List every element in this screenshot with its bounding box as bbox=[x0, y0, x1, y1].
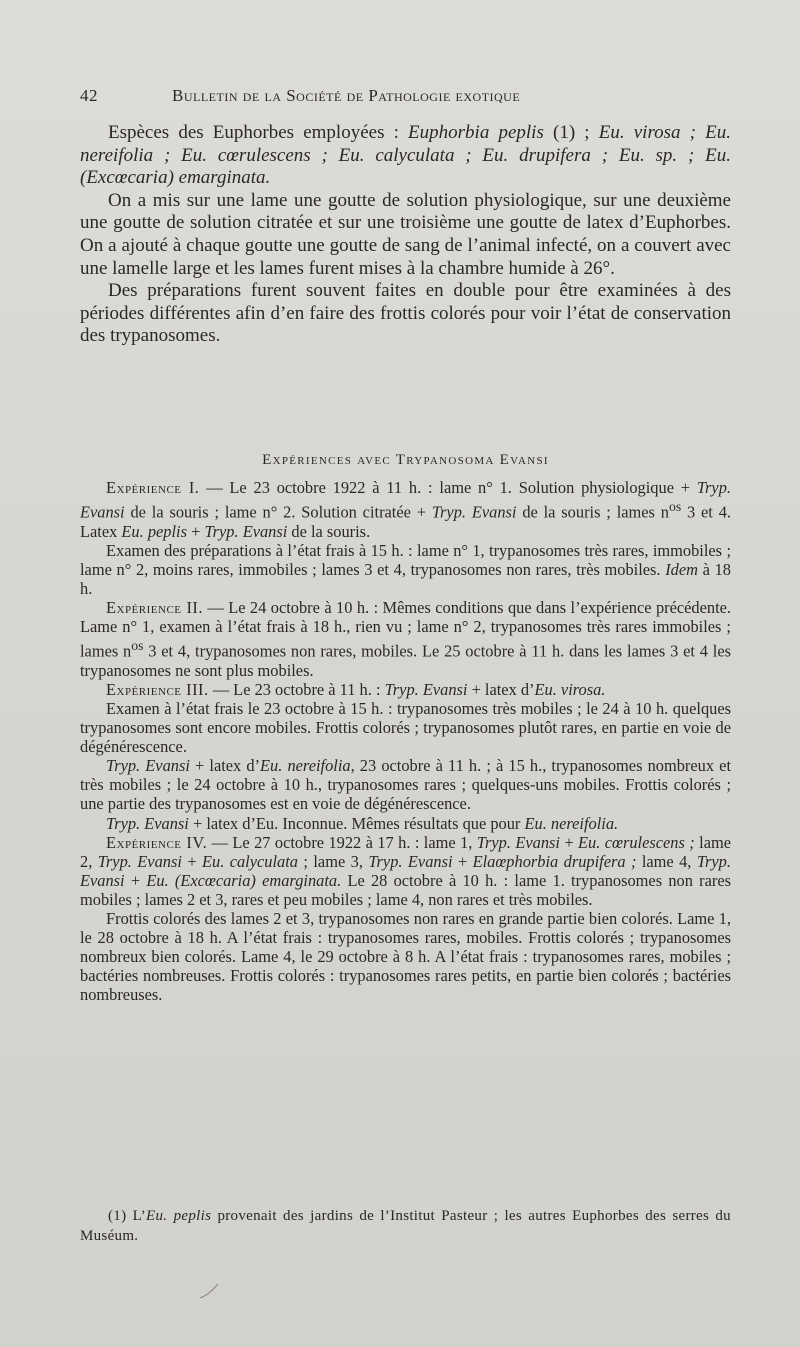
experiment-1-results: Examen des préparations à l’état frais à 15 h. : lame n° 1, trypanosomes très rares, immobiles ; lame n° 2, moins rares, immobiles ; lames 3 et 4, trypanosomes non rares, très mobiles. Idem à 18 h. bbox=[80, 540, 731, 598]
footnote: (1) L’Eu. peplis provenait des jardins de l’Institut Pasteur ; les autres Euphorbes des serres du Muséum. bbox=[80, 1208, 731, 1244]
experiment-3-results: Examen à l’état frais le 23 octobre à 15 h. : trypanosomes très mobiles ; le 24 à 10 h. quelques trypanosomes sont encore mobiles. Frottis colorés ; trypanosomes plutôt rares, en partie en voie de dégénérescence. bbox=[80, 698, 731, 757]
section-heading: Expériences avec Trypanosoma Evansi bbox=[262, 452, 549, 468]
intro-paragraph-species: Espèces des Euphorbes employées : Euphorbia peplis (1) ; Eu. virosa ; Eu. nereifolia ; Eu. cœrulescens ; Eu. calyculata ; Eu. drupifera ; Eu. sp. ; Eu. (Excœcaria) emarginata. bbox=[80, 122, 732, 189]
experiment-3-label: Expérience III. bbox=[106, 679, 209, 699]
experiment-2-paragraph: Expérience II. — Le 24 octobre à 10 h. : Mêmes conditions que dans l’expérience précédente. Lame n° 1, examen à l’état frais à 18 h., rien vu ; lame n° 2, trypanosomes très rares immobiles ; lames $n^{os}$ 3 et 4, trypanosomes non rares, mobiles. Le 25 octobre à 11 h. dans les lames 3 et 4 les trypanosomes ne sont plus mobiles. bbox=[80, 598, 732, 680]
experiment-3-paragraph: Expérience III. — Le 23 octobre à 11 h. : Tryp. Evansi + latex d’Eu. virosa. bbox=[106, 679, 606, 699]
experiments-section bbox=[80, 478, 731, 1004]
experiment-2-label: Expérience II. bbox=[106, 598, 203, 618]
experiment-1-paragraph: Expérience I. — Le 23 octobre 1922 à 11 h. : lame n° 1. Solution physiologique + Tryp. Evansi de la souris ; lame n° 2. Solution citratée + Tryp. Evansi de la souris ; lames $n^{os}$ 3 et 4. Latex Eu. peplis + Tryp. Evansi de la souris. bbox=[80, 478, 731, 541]
experiment-4-results: Frottis colorés des lames 2 et 3, trypanosomes non rares en grande partie bien colorés. Lame 1, le 28 octobre à 18 h. A l’état frais : trypanosomes rares, mobiles. Frottis colorés ; trypanosomes nombreux bien colorés. Lame 4, le 29 octobre à 8 h. A l’état frais : trypanosomes rares, mobiles ; bactéries nombreuses. Frottis colorés : trypanosomes rares petits, en partie bien colorés ; bactéries nombreuses. bbox=[80, 909, 731, 1005]
experiment-4-label: Expérience IV. bbox=[106, 832, 208, 852]
experiment-1-label: Expérience I. bbox=[106, 478, 200, 497]
experiment-3-inconnue: Tryp. Evansi + latex d’Eu. Inconnue. Mêmes résultats que pour Eu. nereifolia. bbox=[106, 813, 619, 833]
pencil-mark-icon bbox=[198, 1282, 220, 1300]
experiment-3-nereifolia: Tryp. Evansi + latex d’Eu. nereifolia, 23 octobre à 11 h. ; à 15 h., trypanosomes nombreux et très mobiles ; le 24 octobre à 10 h., trypanosomes rares ; quelques-uns mobiles. Frottis colorés ; une partie des trypanosomes est en voie de dégénérescence. bbox=[80, 756, 731, 814]
intro-paragraph-preparations: Des préparations furent souvent faites en double pour être examinées à des périodes différentes afin d’en faire des frottis colorés pour voir l’état de conservation des trypanosomes. bbox=[80, 280, 731, 347]
running-title: Bulletin de la Société de Pathologie exotique bbox=[172, 86, 521, 105]
intro-section bbox=[80, 122, 731, 348]
page-number: 42 bbox=[80, 86, 98, 105]
experiment-4-paragraph: Expérience IV. — Le 27 octobre 1922 à 17 h. : lame 1, Tryp. Evansi + Eu. cœrulescens ; lame 2, Tryp. Evansi + Eu. calyculata ; lame 3, Tryp. Evansi + Elaœphorbia drupifera ; lame 4, Tryp. Evansi + Eu. (Excœcaria) emarginata. Le 28 octobre à 10 h. : lame 1. trypanosomes non rares mobiles ; lames 2 et 3, rares et peu mobiles ; lame 4, non rares et très mobiles. bbox=[80, 832, 731, 909]
intro-paragraph-method: On a mis sur une lame une goutte de solution physiologique, sur une deuxième une goutte de solution citratée et sur une troisième une goutte de latex d’Euphorbes. On a ajouté à chaque goutte une goutte de sang de l’animal infecté, on a couvert avec une lamelle large et les lames furent mises à la chambre humide à 26°. bbox=[80, 189, 731, 279]
